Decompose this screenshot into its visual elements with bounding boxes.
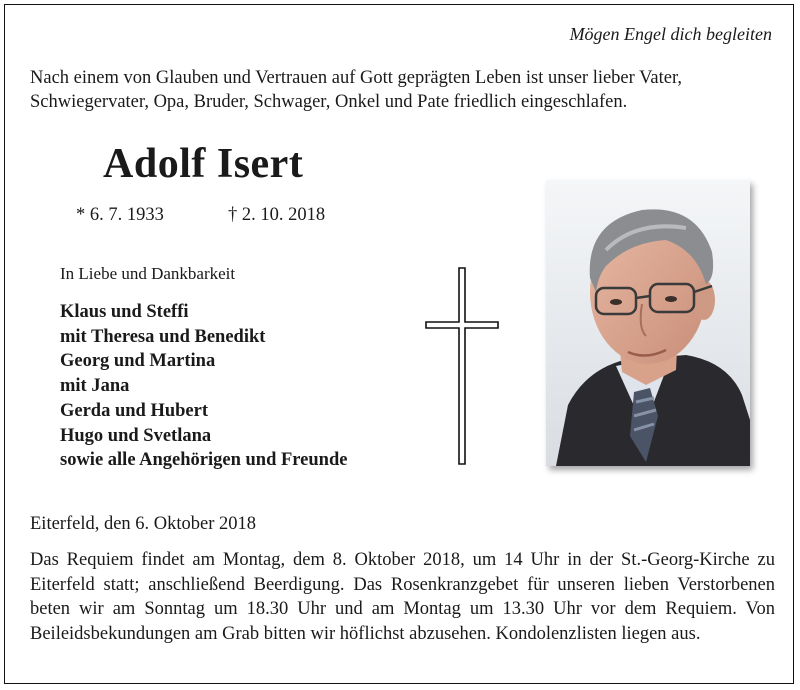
death-date: † 2. 10. 2018 <box>228 205 326 225</box>
place-and-date: Eiterfeld, den 6. Oktober 2018 <box>30 514 257 534</box>
intro-text: Nach einem von Glauben und Vertrauen auf Gott geprägten Leben ist unser lieber Vater, Schwiegervater, Opa, Bruder, Schwager, Onkel und Pate friedlich eingeschlafen. <box>30 68 683 112</box>
mourner-line: sowie alle Angehörigen und Freunde <box>60 450 348 471</box>
portrait-photo <box>546 180 750 466</box>
mourner-line: Georg und Martina <box>60 351 216 372</box>
funeral-notice-text: Das Requiem findet am Montag, dem 8. Oktober 2018, um 14 Uhr in der St.-Georg-Kirche zu Eiterfeld statt; anschließend Beerdigung. Das Rosenkranzgebet für unseren lieben Verstorbenen beten wir am Sonntag um 18.30 Uhr und am Montag um 13.30 Uhr vor dem Requiem. Von Beileidsbekundungen am Grab bitten wir höflichst abzusehen. Kondolenzlisten liegen aus. <box>30 550 775 644</box>
mourner-line: mit Jana <box>60 376 130 397</box>
mourners-list <box>60 300 347 473</box>
cross-icon <box>422 266 502 466</box>
deceased-name: Adolf Isert <box>103 141 304 187</box>
gratitude-line: In Liebe und Dankbarkeit <box>60 264 236 283</box>
birth-date: * 6. 7. 1933 <box>76 205 164 225</box>
mourner-line: Gerda und Hubert <box>60 400 209 421</box>
mourner-line: mit Theresa und Benedikt <box>60 326 266 347</box>
mourner-line: Hugo und Svetlana <box>60 425 212 446</box>
motto: Mögen Engel dich begleiten <box>569 24 772 44</box>
mourner-line: Klaus und Steffi <box>60 302 189 322</box>
